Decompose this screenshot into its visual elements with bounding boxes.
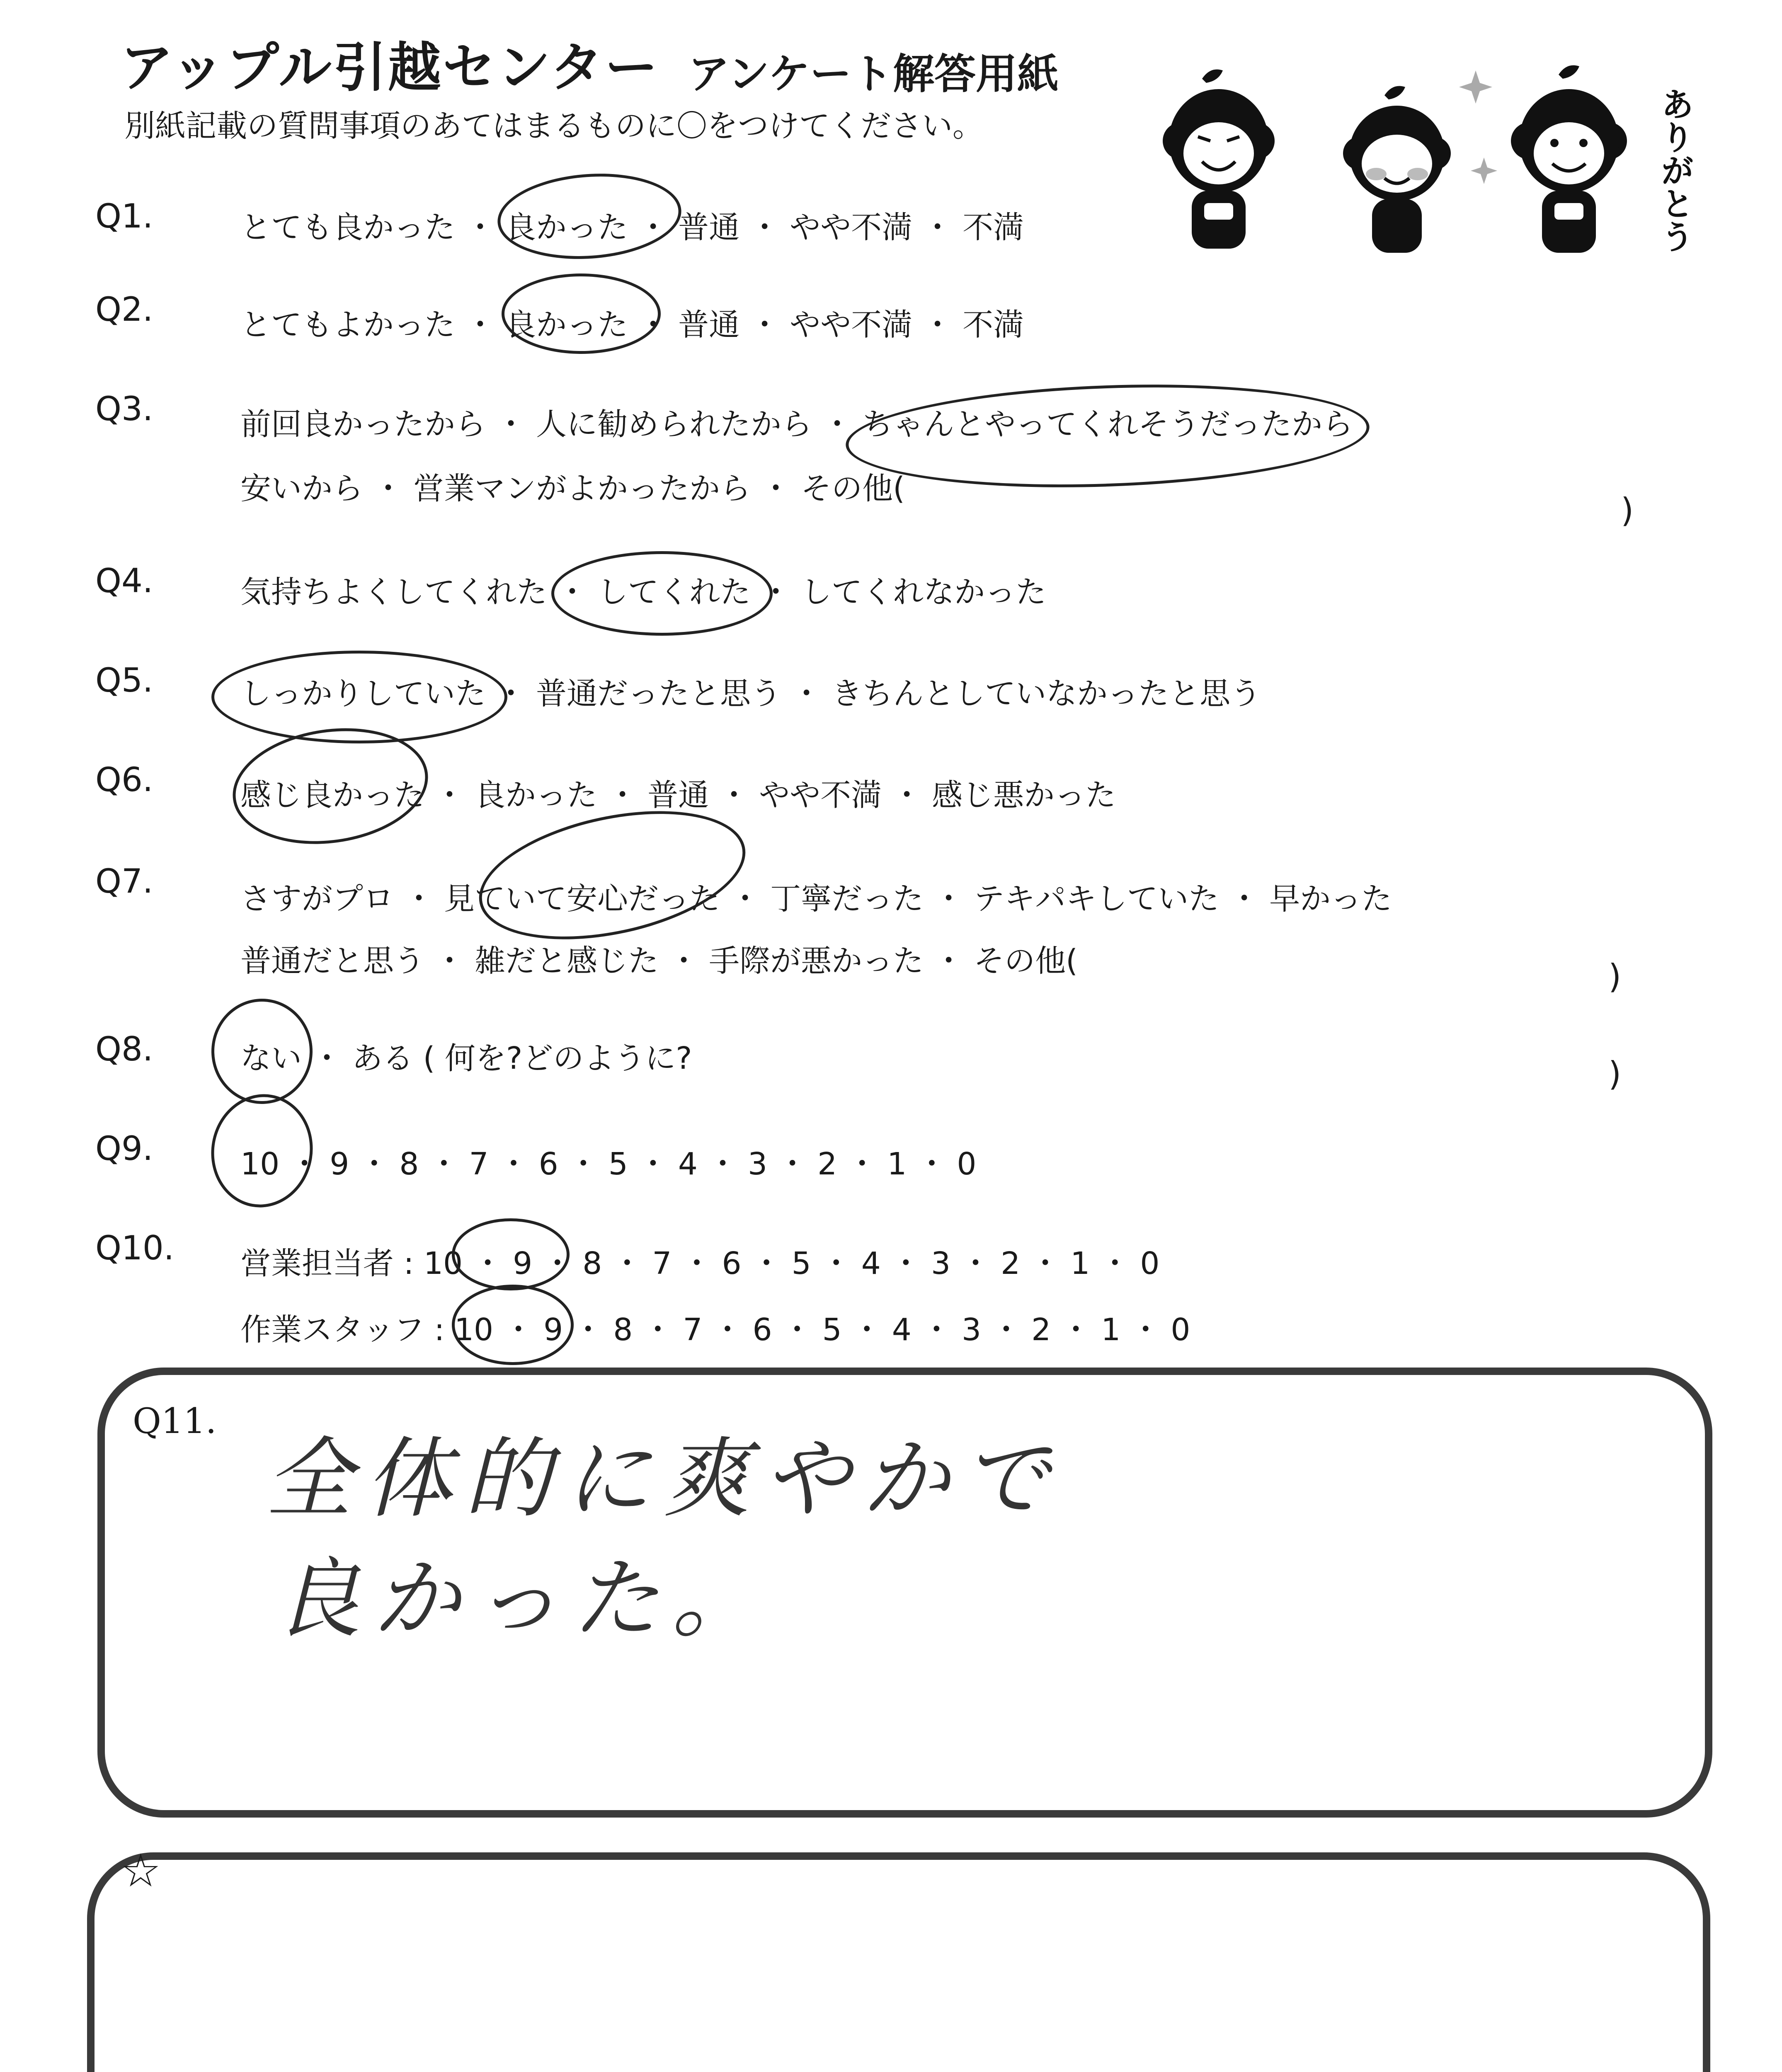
instruction-text: 別紙記載の質問事項のあてはまるものに〇をつけてください。 xyxy=(124,108,983,144)
form-title: アップル引越センター xyxy=(120,37,659,99)
question-number: Q3. xyxy=(95,390,153,428)
q7-other-close-paren: ) xyxy=(1608,957,1622,996)
q10-sales-scale: 営業担当者 : 10 ・ 9 ・ 8 ・ 7 ・ 6 ・ 5 ・ 4 ・ 3 ・ 2 ・ 1 ・ 0 xyxy=(240,1246,1160,1281)
selection-circle xyxy=(202,1086,322,1215)
star-icon: ☆ xyxy=(120,1844,161,1897)
q7-options-line1: さすがプロ ・ 見ていて安心だった ・ 丁寧だった ・ テキパキしていた ・ 早かった xyxy=(240,881,1392,917)
question-number: Q8. xyxy=(95,1030,153,1068)
form-subtitle: アンケート解答用紙 xyxy=(688,50,1059,98)
selection-circle xyxy=(452,1285,574,1365)
comment-box-star xyxy=(87,1852,1710,2072)
q10-staff-scale: 作業スタッフ : 10 ・ 9 ・ 8 ・ 7 ・ 6 ・ 5 ・ 4 ・ 3 ・ 2 ・ 1 ・ 0 xyxy=(240,1312,1190,1348)
q3-options-line1: 前回良かったから ・ 人に勧められたから ・ ちゃんとやってくれそうだったから xyxy=(240,407,1353,442)
monkey-icon xyxy=(1163,70,1275,249)
q3-other-close-paren: ) xyxy=(1621,491,1634,530)
handwritten-comment-line1: 全体的に爽やかで xyxy=(265,1428,1062,1530)
monkey-mascot-illustration xyxy=(1136,62,1716,269)
selection-circle xyxy=(844,376,1371,496)
selection-circle xyxy=(495,168,684,265)
question-number: Q7. xyxy=(95,862,153,900)
selection-circle xyxy=(468,789,757,961)
monkey-icon xyxy=(1511,65,1627,253)
question-number: Q10. xyxy=(95,1229,175,1267)
question-number: Q9. xyxy=(95,1129,153,1168)
q4-options: 気持ちよくしてくれた ・ してくれた ・ してくれなかった xyxy=(240,574,1047,610)
selection-circle xyxy=(502,274,661,354)
q9-scale: 10 ・ 9 ・ 8 ・ 7 ・ 6 ・ 5 ・ 4 ・ 3 ・ 2 ・ 1 ・ 0 xyxy=(240,1146,977,1182)
selection-circle xyxy=(452,1218,570,1290)
q7-options-line2: 普通だと思う ・ 雑だと感じた ・ 手際が悪かった ・ その他( xyxy=(240,943,1078,979)
q3-options-line2: 安いから ・ 営業マンがよかったから ・ その他( xyxy=(240,471,905,506)
selection-circle xyxy=(551,551,773,636)
selection-circle xyxy=(211,999,313,1104)
handwritten-comment-line2: 良かった。 xyxy=(274,1548,771,1650)
q1-options: とても良かった ・ 良かった ・ 普通 ・ やや不満 ・ 不満 xyxy=(240,210,1024,245)
q2-options: とてもよかった ・ 良かった ・ 普通 ・ やや不満 ・ 不満 xyxy=(240,307,1024,343)
q8-options: ない ・ ある ( 何を?どのように? xyxy=(240,1041,692,1076)
question-number: Q4. xyxy=(95,562,153,600)
q6-options: 感じ良かった ・ 良かった ・ 普通 ・ やや不満 ・ 感じ悪かった xyxy=(240,777,1116,813)
question-number: Q1. xyxy=(95,197,153,235)
q11-label: Q11. xyxy=(133,1401,217,1441)
q5-options: しっかりしていた ・ 普通だったと思う ・ きちんとしていなかったと思う xyxy=(240,676,1261,712)
question-number: Q2. xyxy=(95,290,153,329)
svg-text:ありがとう: ありがとう xyxy=(1655,87,1694,253)
question-number: Q5. xyxy=(95,661,153,700)
monkey-icon xyxy=(1343,86,1451,253)
question-number: Q6. xyxy=(95,760,153,799)
q8-close-paren: ) xyxy=(1608,1055,1622,1093)
